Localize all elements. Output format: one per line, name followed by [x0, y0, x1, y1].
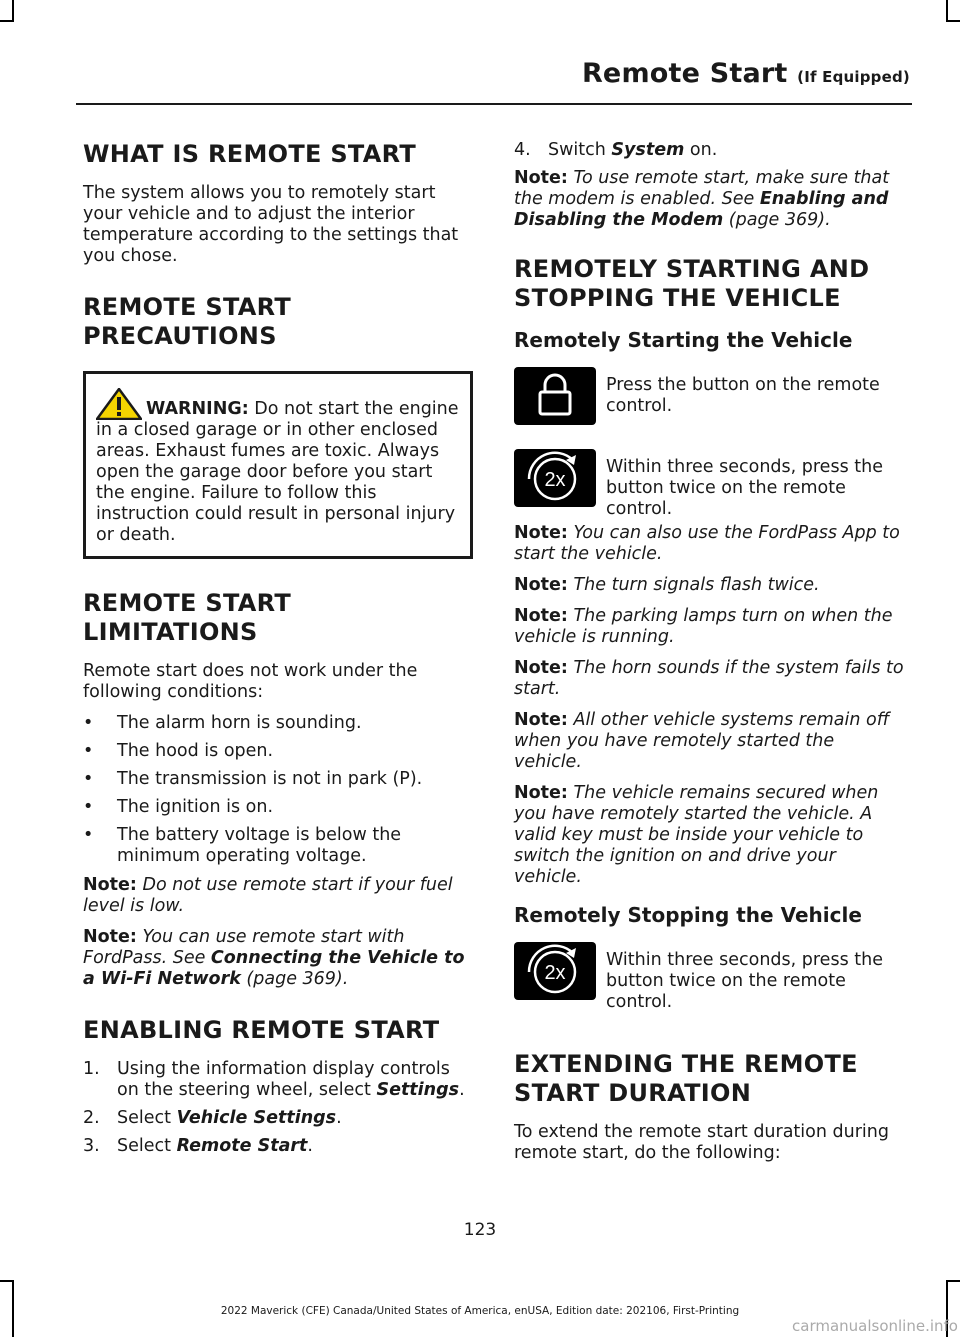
note-modem: Note: To use remote start, make sure that the modem is enabled. See Enabling and Disabling the Modem (page 369). [514, 168, 890, 230]
instruction-double-press-stop [514, 942, 904, 1026]
left-column [83, 140, 473, 1165]
list-item: • The hood is open. [83, 741, 274, 761]
heading-stopping-vehicle: Remotely Stopping the Vehicle [514, 903, 862, 927]
header-title-text: Remote Start [581, 58, 788, 89]
heading-starting-vehicle: Remotely Starting the Vehicle [514, 328, 853, 352]
warning-triangle-icon [96, 388, 142, 420]
crop-mark [946, 0, 948, 22]
crop-mark [946, 1280, 960, 1282]
svg-text:2x: 2x [544, 469, 566, 491]
double-press-icon [514, 942, 596, 1000]
crop-mark [946, 20, 960, 22]
instruction-text: Within three seconds, press the button twice on the remote control. [606, 457, 883, 519]
header-subtitle: (If Equipped) [797, 68, 910, 86]
note-fordpass: Note: You can use remote start with FordPass. See Connecting the Vehicle to a Wi-Fi Network (page 369). [83, 927, 465, 989]
instruction-double-press [514, 449, 904, 523]
crop-mark [0, 20, 14, 22]
warning-box [83, 371, 473, 559]
note-secured: Note: The vehicle remains secured when you have remotely started the vehicle. A valid key must be inside your vehicle to switch the ignition on and drive your vehicle. [514, 783, 879, 887]
page-number: 123 [463, 1220, 497, 1240]
crop-mark [0, 1280, 14, 1282]
enable-steps-continued [514, 140, 904, 161]
instruction-text: Press the button on the remote control. [606, 375, 880, 416]
link-connecting-wifi[interactable]: Connecting the Vehicle to a Wi-Fi Network [83, 948, 465, 989]
instruction-text: Within three seconds, press the button twice on the remote control. [606, 950, 883, 1012]
list-item: • The alarm horn is sounding. [83, 713, 362, 733]
list-item: 1. Using the information display controls on the steering wheel, select Settings. [83, 1059, 465, 1100]
note-fordpass-app: Note: You can also use the FordPass App to start the vehicle. [514, 523, 900, 564]
heading-enabling: ENABLING REMOTE START [83, 1016, 440, 1044]
double-press-icon [514, 449, 596, 507]
note-turn-signals: Note: The turn signals flash twice. [514, 575, 820, 595]
link-enabling-modem[interactable]: Enabling and Disabling the Modem [514, 189, 889, 230]
note-parking-lamps: Note: The parking lamps turn on when the vehicle is running. [514, 606, 893, 647]
list-item: 3. Select Remote Start. [83, 1136, 313, 1156]
page-header-title [0, 58, 910, 89]
heading-remotely-starting-stopping: REMOTELY STARTING AND STOPPING THE VEHICLE [514, 255, 870, 312]
limitations-list [83, 713, 473, 867]
instruction-lock [514, 367, 904, 449]
heading-what-is-remote-start: WHAT IS REMOTE START [83, 140, 416, 168]
header-divider [76, 103, 912, 105]
heading-extending-duration: EXTENDING THE REMOTE START DURATION [514, 1050, 858, 1107]
note-horn: Note: The horn sounds if the system fails to start. [514, 658, 904, 699]
note-fuel: Note: Do not use remote start if your fuel level is low. [83, 875, 453, 916]
list-item: • The battery voltage is below the minimum operating voltage. [83, 825, 402, 866]
paragraph-extend: To extend the remote start duration during remote start, do the following: [514, 1122, 889, 1163]
list-item: • The transmission is not in park (P). [83, 769, 423, 789]
list-item: 4. Switch System on. [514, 140, 718, 160]
heading-precautions: REMOTE START PRECAUTIONS [83, 293, 292, 350]
warning-text: Do not start the engine in a closed garage or in other enclosed areas. Exhaust fumes are toxic. Always open the garage door before you start the engine. Failure to follow this instruction could result in personal injury or death. [96, 399, 459, 545]
footer-edition: 2022 Maverick (CFE) Canada/United States of America, enUSA, Edition date: 202106, First-Printing [220, 1305, 740, 1317]
right-column [514, 140, 904, 1174]
svg-text:2x: 2x [544, 962, 566, 984]
paragraph-limitations: Remote start does not work under the following conditions: [83, 661, 418, 702]
warning-label: WARNING: [146, 399, 249, 419]
crop-mark [12, 0, 14, 22]
list-item: • The ignition is on. [83, 797, 274, 817]
note-systems-off: Note: All other vehicle systems remain off when you have remotely started the vehicle. [514, 710, 890, 772]
watermark: carmanualsonline.info [792, 1317, 958, 1335]
list-item: 2. Select Vehicle Settings. [83, 1108, 342, 1128]
enable-steps [83, 1059, 473, 1157]
heading-limitations: REMOTE START LIMITATIONS [83, 589, 292, 646]
paragraph-what-is: The system allows you to remotely start your vehicle and to adjust the interior temperature according to the settings that you chose. [83, 183, 459, 266]
lock-icon [514, 367, 596, 425]
